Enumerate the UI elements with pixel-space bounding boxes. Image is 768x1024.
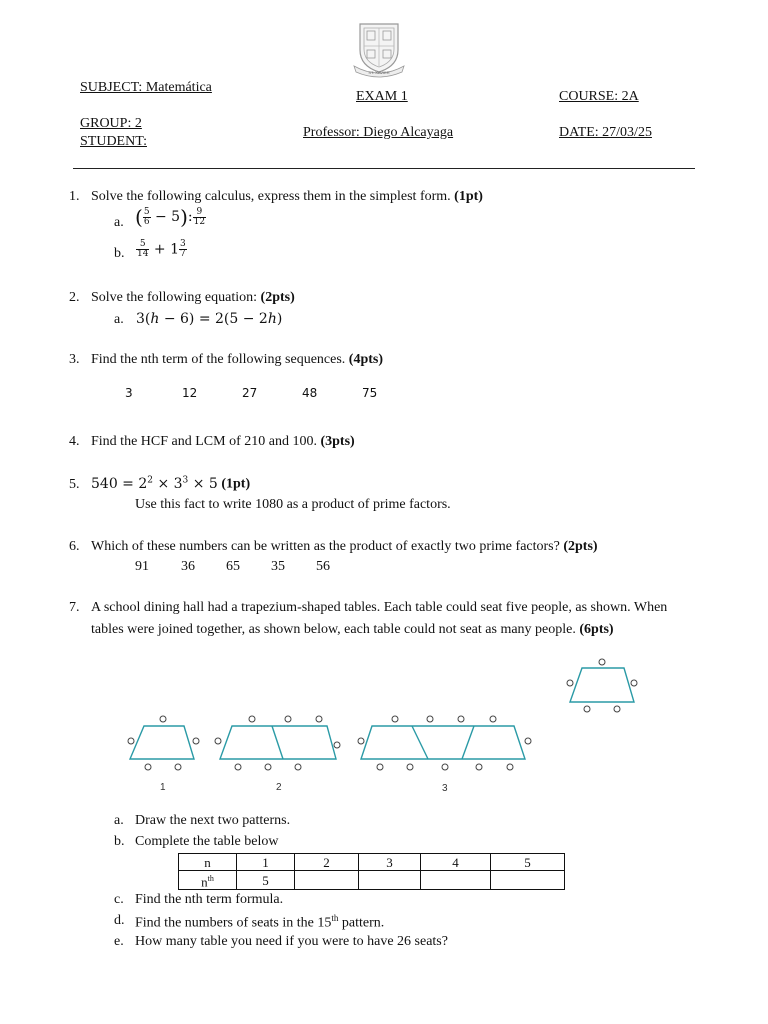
- q7-number: 7.: [69, 600, 80, 615]
- q7c-label: c.: [114, 892, 124, 907]
- q2a-expression: 3(ℎ − 6) = 2(5 − 2ℎ): [136, 311, 283, 327]
- table-cell: 1: [237, 854, 295, 871]
- sequence-term: 3: [125, 386, 133, 400]
- answer-cell[interactable]: [421, 871, 491, 890]
- q4-number: 4.: [69, 434, 80, 449]
- q1b-label: b.: [114, 246, 125, 261]
- q1a-expression: ( $\frac{5}{6}$ − 5): $\frac{9}{12}$: [135, 205, 206, 229]
- q7-text-line2: tables were joined together, as shown below, each table could not seat as many people. (6pts): [91, 622, 614, 637]
- pattern-label: 2: [276, 782, 282, 793]
- table-cell: 4: [421, 854, 491, 871]
- sequence-term: 27: [242, 386, 258, 400]
- q2-number: 2.: [69, 290, 80, 305]
- table-cell: n: [179, 854, 237, 871]
- q3-number: 3.: [69, 352, 80, 367]
- q6-number-option: 91: [135, 559, 149, 574]
- q6-number-option: 36: [181, 559, 195, 574]
- q6-text: Which of these numbers can be written as the product of exactly two prime factors? (2pts): [91, 539, 598, 554]
- pattern-label: 1: [160, 782, 166, 793]
- date-label: DATE: 27/03/25: [559, 125, 652, 140]
- q4-text: Find the HCF and LCM of 210 and 100. (3pts): [91, 434, 355, 449]
- pattern-table: [178, 853, 565, 890]
- q7e-text: How many table you need if you were to have 26 seats?: [135, 934, 448, 949]
- q7a-label: a.: [114, 813, 124, 828]
- table-cell: 3: [359, 854, 421, 871]
- table-cell: 5: [237, 871, 295, 890]
- q7c-text: Find the nth term formula.: [135, 892, 284, 907]
- q1b-expression: $\frac{5}{14}$ + 1 $\frac{3}{7}$: [137, 239, 186, 259]
- sequence-term: 75: [362, 386, 378, 400]
- answer-cell[interactable]: [491, 871, 565, 890]
- table-row-label: $n^{th}$: [179, 871, 237, 890]
- course-label: COURSE: 2A: [559, 89, 639, 104]
- q7d-text: Find the numbers of seats in the 15th pattern.: [135, 913, 385, 931]
- sequence-term: 12: [182, 386, 198, 400]
- q7a-text: Draw the next two patterns.: [135, 813, 291, 828]
- pattern-label: 3: [442, 783, 448, 794]
- q6-number: 6.: [69, 539, 80, 554]
- q1-text: Solve the following calculus, express them in the simplest form. (1pt): [91, 189, 483, 204]
- table-cell: 5: [491, 854, 565, 871]
- q2a-label: a.: [114, 312, 124, 327]
- q7b-text: Complete the table below: [135, 834, 279, 849]
- answer-cell[interactable]: [359, 871, 421, 890]
- student-label: STUDENT:: [80, 134, 147, 149]
- exam-title: EXAM 1: [356, 89, 408, 104]
- table-cell: 2: [295, 854, 359, 871]
- q7b-label: b.: [114, 834, 125, 849]
- q1a-label: a.: [114, 215, 124, 230]
- header-divider: [73, 168, 695, 169]
- group-label: GROUP: 2: [80, 116, 142, 131]
- table-patterns-diagram: [0, 650, 768, 800]
- q5-number: 5.: [69, 477, 80, 492]
- school-crest-logo: [350, 20, 408, 78]
- q7-text-line1: A school dining hall had a trapezium-shaped tables. Each table could seat five people, as shown. When: [91, 600, 668, 615]
- q7e-label: e.: [114, 934, 124, 949]
- q6-number-option: 56: [316, 559, 330, 574]
- sequence-term: 48: [302, 386, 318, 400]
- q6-number-option: 65: [226, 559, 240, 574]
- answer-cell[interactable]: [295, 871, 359, 890]
- q1-number: 1.: [69, 189, 80, 204]
- logo-banner-text: ST. XAVIER: [368, 70, 390, 75]
- q3-text: Find the nth term of the following sequences. (4pts): [91, 352, 384, 367]
- q7d-label: d.: [114, 913, 125, 928]
- q5-fact: $540 = 2^2 \times 3^3 \times 5$ (1pt): [91, 475, 251, 492]
- subject-label: SUBJECT: Matemática: [80, 80, 212, 95]
- q6-number-option: 35: [271, 559, 285, 574]
- q2-text: Solve the following equation: (2pts): [91, 290, 295, 305]
- q5-text: Use this fact to write 1080 as a product of prime factors.: [135, 497, 451, 512]
- professor-label: Professor: Diego Alcayaga: [303, 125, 454, 140]
